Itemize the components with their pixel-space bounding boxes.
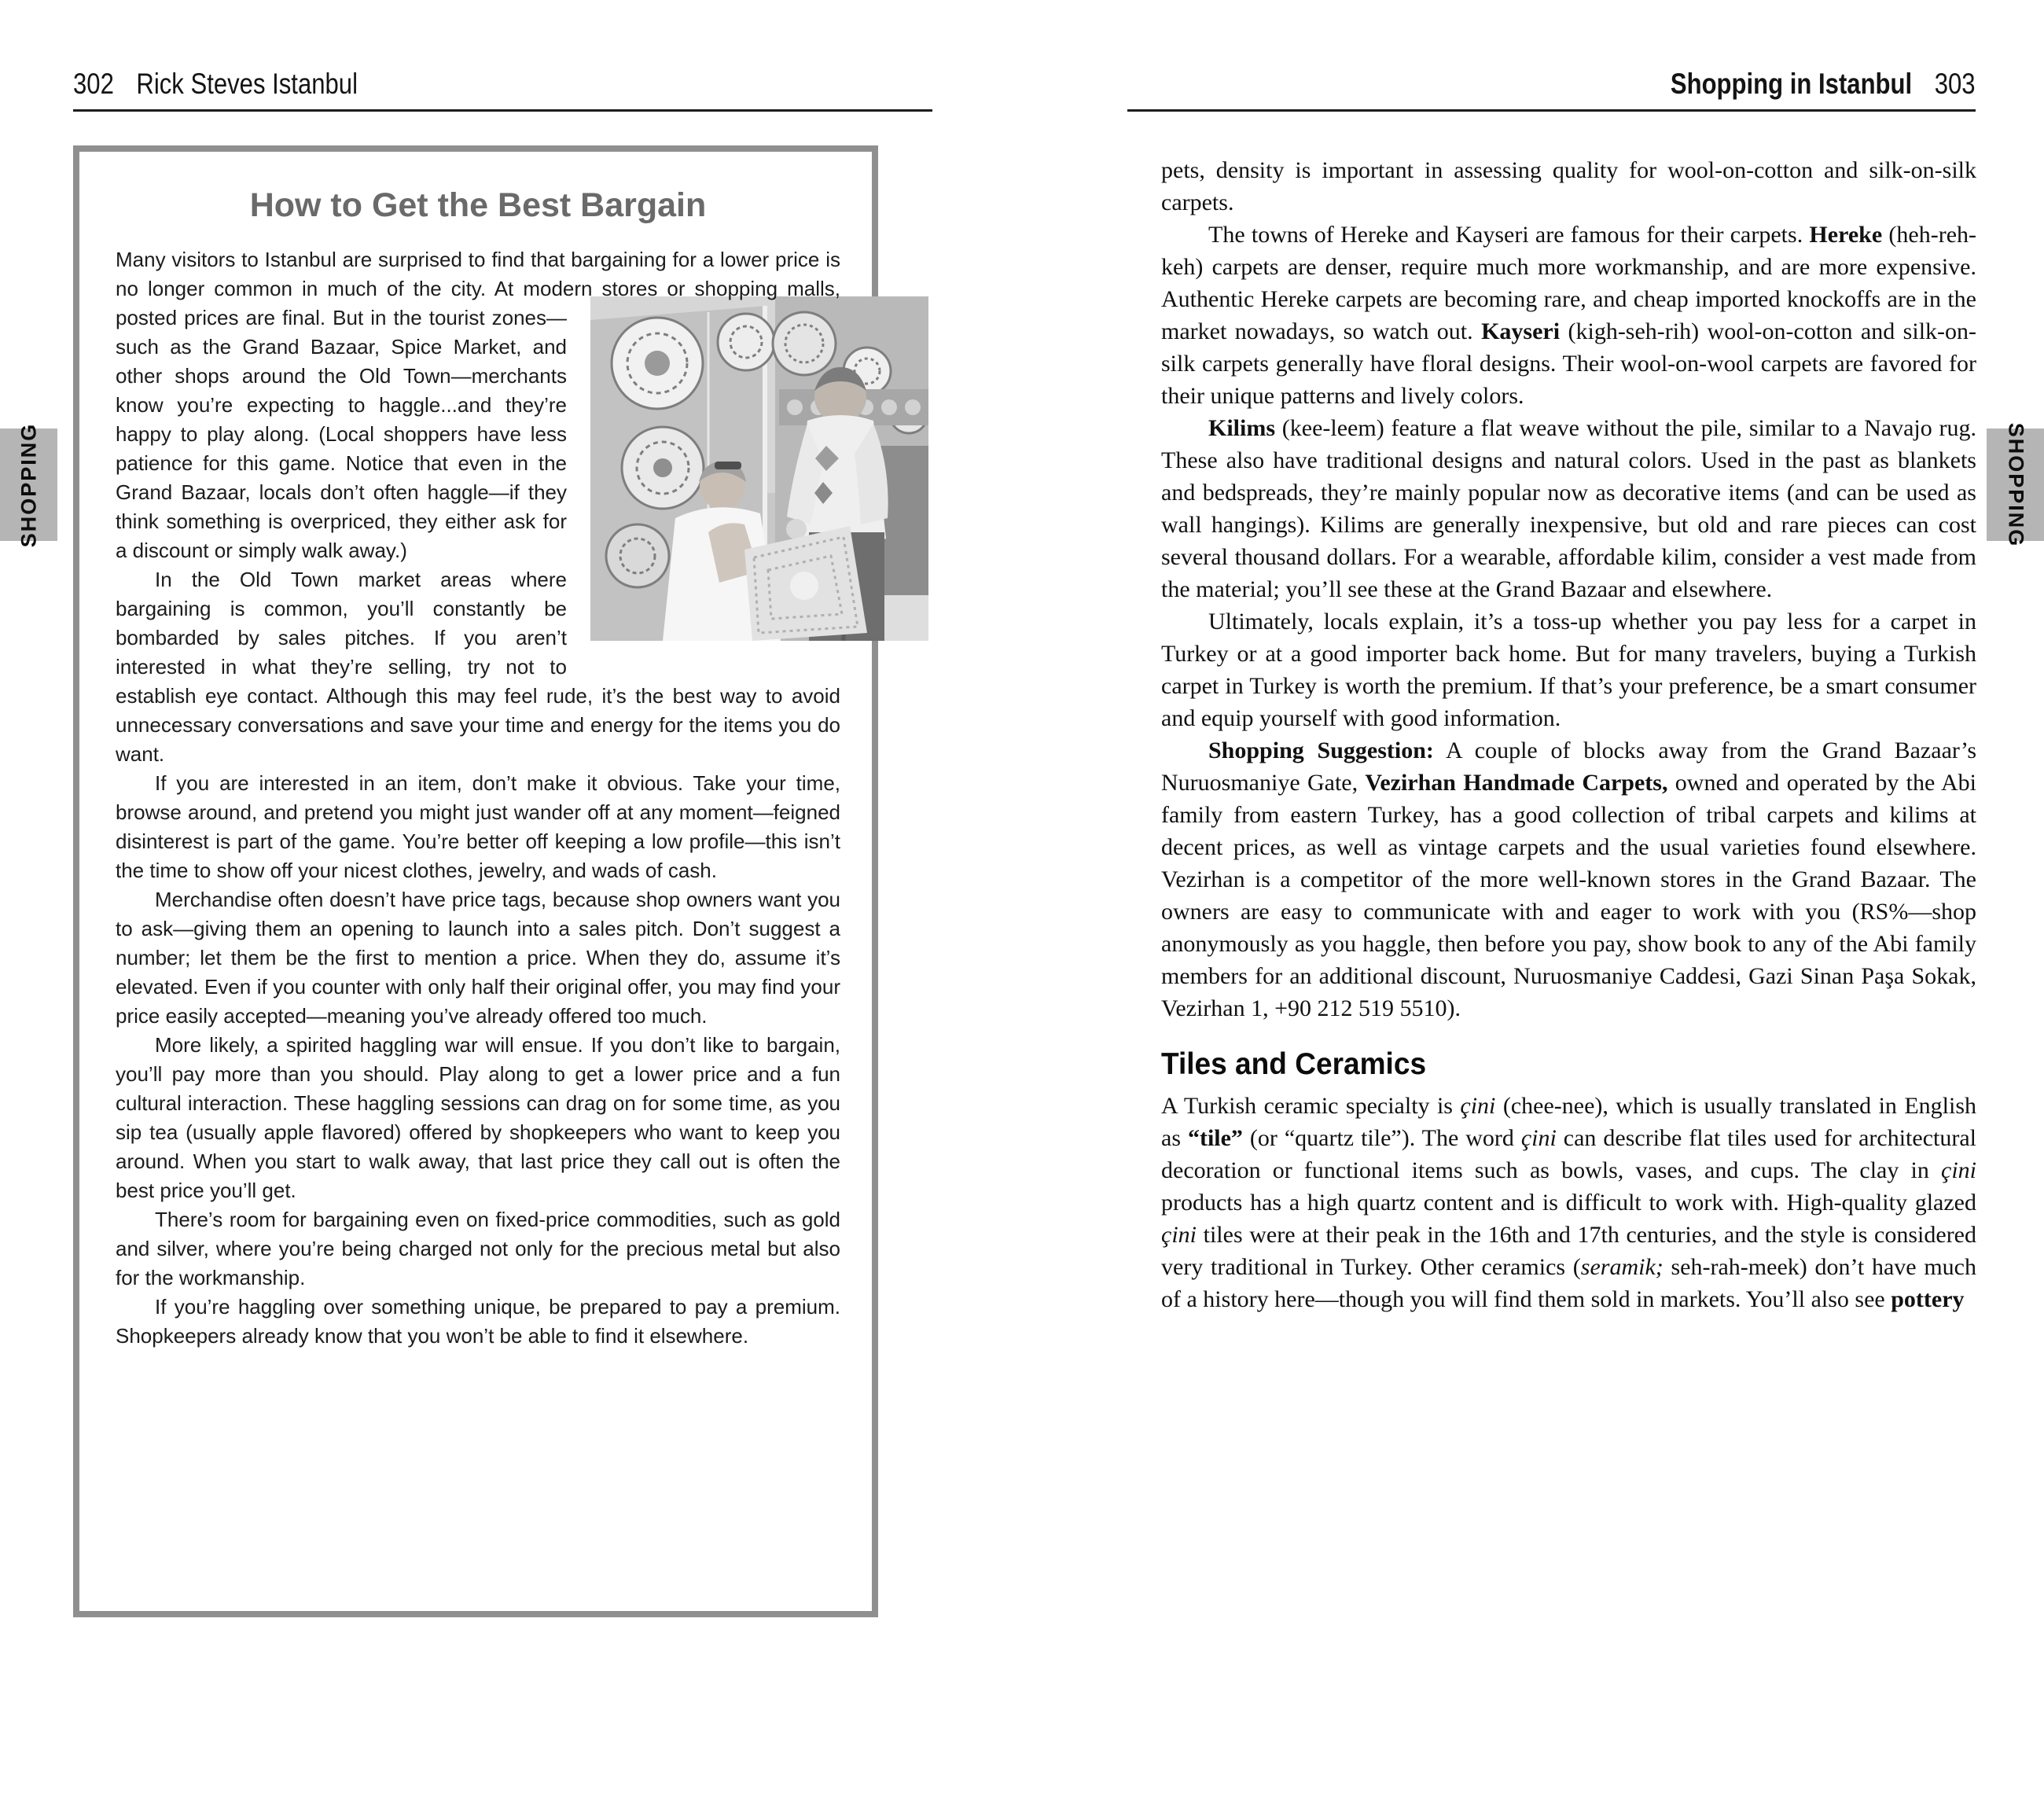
shop-photo (590, 296, 928, 641)
text-run: seramik; (1580, 1254, 1664, 1280)
left-running-head (73, 68, 358, 101)
text-run: (chee-nee), which is usually translated in English as (1161, 1093, 1977, 1151)
right-head-rule (1127, 109, 1976, 112)
paragraph (116, 1031, 840, 1205)
right-running-head (1671, 68, 1976, 101)
text-run: (kee-leem) feature a flat weave without the pile, similar to a Navajo rug. These also have traditional designs and natural colors. Used in the past as blankets and bedspreads, they’re mainly popular now as decorative items (and can be used as wall hangings). Kilims are generally inexpensive, but old and rare pieces can cost several thousand dollars. For a wearable, affordable kilim, consider a vest made from the material; you’ll see these at the Grand Bazaar and elsewhere. (1161, 415, 1976, 602)
text-run: Kilims (1208, 415, 1276, 441)
text-run: “tile” (1187, 1125, 1243, 1151)
text-run: In the Old Town market areas where bargaining is common, you’ll constantly be bombarded by sales pitches. If you aren’t interested in what they’re selling, try not to establish eye contact. Although this may feel rude, it’s the best way to avoid unnecessary conversations and save your time and energy for the items you do want. (116, 568, 840, 766)
left-page-number: 302 (73, 68, 114, 100)
text-run: A Turkish ceramic specialty is (1161, 1093, 1461, 1119)
tiles-ceramics-text (1161, 1090, 1976, 1315)
paragraph (1161, 1090, 1976, 1315)
text-run: If you’re haggling over something unique, be prepared to pay a premium. Shopkeepers already know that you won’t be able to find it elsewhere. (116, 1295, 840, 1348)
paragraph (116, 1205, 840, 1293)
text-run: (kigh-seh-rih) wool-on-cotton and silk-on-silk carpets generally have floral designs. Their wool-on-wool carpets are favored for their unique patterns and lively colors. (1161, 318, 1977, 409)
text-run: (heh-reh-keh) carpets are denser, require much more workmanship, and are more expensive. Authentic Hereke carpets are becoming rare, and cheap imported knockoffs are in the market nowadays, so watch out. (1161, 222, 1976, 344)
text-run: can describe flat tiles used for architectural decoration or functional items such as bowls, vases, and cups. The clay in (1161, 1125, 1976, 1183)
text-run: çini (1941, 1157, 1976, 1183)
text-run: çini (1460, 1093, 1496, 1119)
text-run: Merchandise often doesn’t have price tags, because shop owners want you to ask—giving them an opening to launch into a sales pitch. Don’t suggest a number; let them be the first to mention a price. When they do, assume it’s elevated. Even if you counter with only half their original offer, you may find your price easily accepted—meaning you’ve already offered too much. (116, 888, 840, 1028)
right-page-number: 303 (1935, 68, 1976, 100)
text-run: Ultimately, locals explain, it’s a toss-up whether you pay less for a carpet in Turkey or at a good importer back home. But for many travelers, buying a Turkish carpet in Turkey is worth the premium. If that’s your preference, be a smart consumer and equip yourself with good information. (1161, 609, 1976, 731)
text-run: Hereke (1809, 222, 1883, 248)
text-run: Vezirhan Handmade Carpets, (1365, 770, 1668, 796)
paragraph (1161, 605, 1976, 734)
text-run: owned and operated by the Abi family from eastern Turkey, has a good collection of tribal carpets and kilims at decent prices, as well as vintage carpets and the usual varieties found elsewhere. Vezirhan is a competitor of the more well-known stores in the Grand Bazaar. The owners are easy to communicate with and eager to work with you (RS%—shop anonymously as you haggle, then before you pay, show book to any of the Abi family members for an additional discount, Nuruosmaniye Caddesi, Gazi Sinan Paşa Sokak, Vezirhan 1, +90 212 519 5510). (1161, 770, 1977, 1021)
paragraph (1161, 734, 1976, 1024)
text-run: tiles were at their peak in the 16th and 17th centuries, and the style is considered very traditional in Turkey. Other ceramics ( (1161, 1222, 1976, 1280)
text-run: çini (1520, 1125, 1557, 1151)
text-run: Kayseri (1481, 318, 1561, 344)
bargain-sidebar-box (73, 145, 878, 1617)
text-run: pets, density is important in assessing quality for wool-on-cotton and silk-on-silk carpets. (1161, 157, 1976, 215)
text-run: Shopping Suggestion: (1208, 737, 1434, 763)
text-run: The towns of Hereke and Kayseri are famous for their carpets. (1208, 222, 1810, 248)
left-shopping-tab (0, 422, 57, 547)
text-run: If you are interested in an item, don’t make it obvious. Take your time, browse around, and pretend you might just wander off at any moment—feigned disinterest is part of the game. You’re better off keeping a low profile—this isn’t the time to show off your nicest clothes, jewelry, and wads of cash. (116, 771, 840, 882)
paragraph (116, 885, 840, 1031)
paragraph (116, 1293, 840, 1351)
right-page-column (1161, 154, 1976, 1315)
text-run: pottery (1891, 1286, 1965, 1312)
shop-photo-art (590, 296, 928, 641)
paragraph (1161, 219, 1976, 412)
text-run: A couple of blocks away from the Grand Bazaar’s Nuruosmaniye Gate, (1161, 737, 1976, 796)
left-shopping-tab-label: SHOPPING (17, 422, 40, 547)
text-run: products has a high quartz content and is difficult to work with. High-quality glazed (1161, 1190, 1976, 1216)
sidebar-box-body (116, 245, 840, 1351)
text-run: There’s room for bargaining even on fixed-price commodities, such as gold and silver, where you’re being charged not only for the precious metal but also for the workmanship. (116, 1208, 840, 1289)
text-run: modern stores or shopping malls, posted prices are final. But in the tourist zones—such as the Grand Bazaar, Spice Market, and other shops around the Old Town—merchants know you’re expecting to haggle...and they’re happy to play along. (Local shoppers have less patience for this game. Notice that even in the Grand Bazaar, locals don’t often haggle—if they think something is overpriced, they either ask for a discount or simply walk away.) (116, 277, 840, 562)
right-shopping-tab (1987, 422, 2044, 547)
text-run: seh-rah-meek) don’t have much of a history here—though you will find them sold in markets. You’ll also see (1161, 1254, 1976, 1312)
paragraph (1161, 154, 1976, 219)
paragraph (1161, 412, 1976, 605)
text-run: Many visitors to Istanbul are surprised to find that bargaining for a lower price is no longer common in much of the city. At (116, 248, 840, 300)
sidebar-box-title: How to Get the Best Bargain (249, 186, 707, 224)
left-head-rule (73, 109, 932, 112)
text-run: (or “quartz tile”). The word (1242, 1125, 1521, 1151)
paragraph (116, 245, 840, 565)
book-title: Rick Steves Istanbul (136, 68, 358, 100)
carpets-text (1161, 154, 1976, 1024)
text-run: çini (1161, 1222, 1197, 1248)
tiles-ceramics-heading: Tiles and Ceramics (1161, 1047, 1427, 1081)
chapter-title: Shopping in Istanbul (1671, 68, 1913, 100)
paragraph (116, 769, 840, 885)
text-run: More likely, a spirited haggling war will ensue. If you don’t like to bargain, you’ll pay more than you should. Play along to get a lower price and a fun cultural interaction. These haggling sessions can drag on for some time, as you sip tea (usually apple flavored) offered by shopkeepers who want to keep you around. When you start to walk away, that last price they call out is often the best price you’ll get. (116, 1033, 840, 1202)
right-shopping-tab-label: SHOPPING (2004, 422, 2027, 547)
